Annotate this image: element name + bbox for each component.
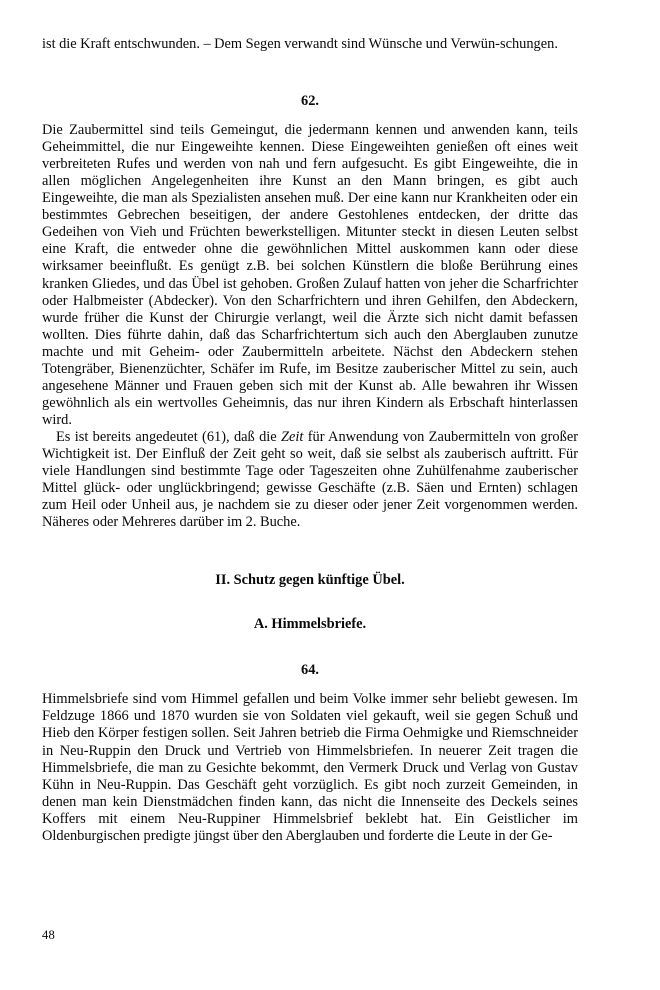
spacer-before-section-64 bbox=[42, 633, 578, 662]
continued-paragraph: ist die Kraft entschwunden. – Dem Segen verwandt sind Wünsche und Verwün-schungen. bbox=[42, 36, 558, 52]
spacer-before-section-62 bbox=[42, 53, 578, 93]
section-number-64: 64. bbox=[301, 662, 319, 679]
paragraph-62-b-lead: Es ist bereits angedeutet (61), daß die bbox=[56, 428, 281, 445]
section-heading-a: A. Himmelsbriefe. bbox=[253, 616, 367, 633]
section-number-62: 62. bbox=[301, 93, 319, 110]
spacer-after-section-62 bbox=[42, 110, 578, 122]
paragraph-64: Himmelsbriefe sind vom Himmel gefallen und beim Volke immer sehr beliebt gewesen. Im Feldzuge 1866 und 1870 wurden sie von Soldaten viel gekauft, weil sie gegen Schuß und Hieb den Körper festigen sollen. Seit Jahren betrieb die Firma Oehmigke und Riemschneider in Neu-Ruppin den Druck und Vertrieb von Himmelsbriefen. In neuerer Zeit tragen die Himmelsbriefe, die man zu Gesichte bekommt, den Vermerk Druck und Verlag von Gustav Kühn in Neu-Ruppin. Das Geschäft geht vorzüglich. Es gibt noch zurzeit Gemeinden, in denen man kein Dienstmädchen finden kann, das nicht die Innenseite des Deckels seines Koffers mit einem Neu-Ruppiner Himmelsbrief beklebt hat. Ein Geistlicher im Oldenburgischen predigte jüngst über den Aberglauben und forderte die Leute in der Ge- bbox=[42, 691, 578, 844]
paragraph-62-a: Die Zaubermittel sind teils Gemeingut, die jedermann kennen und anwenden kann, teils Geheimmittel, die nur Eingeweihte kennen. Diese Eingeweihten genießen oft eines weit verbreiteten Rufes und werden von nah und fern aufgesucht. Es gibt Eingeweihte, die in allen möglichen Angelegenheiten ihre Kunst an den Mann bringen, es gibt auch Eingeweihte, die man als Spezialisten ansehen muß. Der eine kann nur Krankheiten oder ein bestimmtes Gebrechen beseitigen, der andere Gestohlenes entdecken, der dritte das Gedeihen von Vieh und Früchten bewerkstelligen. Mitunter steckt in diesen Leuten selbst eine Kraft, die entweder ohne die gewöhnlichen Mittel auskommen kann oder diese wirksamer beeinflußt. Es genügt z.B. bei solchen Künstlern die bloße Berührung eines kranken Gliedes, und das Übel ist gehoben. Großen Zulauf hatten von jeher die Scharfrichter oder Halbmeister (Abdecker). Von den Scharfrichtern und ihren Gehilfen, den Abdeckern, wurde früher die Kunst der Chirurgie verlangt, weil die Ärzte sich nicht damit befassen wollten. Dies führte dahin, daß das Scharfrichtertum sich auch den Aberglauben zunutze machte und mit Geheim- oder Zaubermitteln arbeitete. Nächst den Abdeckern stehen Totengräber, Bienenzüchter, Schäfer im Rufe, im Besitze zauberischer Mittel zu sein, auch angesehene Männer und Frauen geben sich mit der Kunst ab. Alle bewahren ihr Wissen gewöhnlich als ein wertvolles Geheimnis, das nur ihren Kindern als Erbschaft hinterlassen wird. bbox=[42, 122, 578, 428]
paragraph-62-b-tail: für Anwendung von Zaubermitteln von großer Wichtigkeit ist. Der Einfluß der Zeit geht so weit, daß sie selbst als zauberisch auftritt. Für viele Handlungen sind bestimmte Tage oder Tageszeiten ohne Zuhülfenahme zauberischer Mittel glück- oder unglückbringend; gewisse Geschäfte (z.B. Säen und Ernten) schlagen zum Heil oder Unheil aus, je nachdem sie zu dieser oder jener Zeit vorgenommen werden. Näheres oder Mehreres darüber im 2. Buche. bbox=[42, 428, 579, 531]
page-content-column bbox=[42, 36, 578, 845]
spacer-between-headings bbox=[42, 589, 578, 616]
paragraph-62-b bbox=[42, 429, 578, 531]
emphasis-zeit: Zeit bbox=[281, 428, 304, 445]
spacer-after-section-64 bbox=[42, 679, 578, 691]
chapter-heading-ii: II. Schutz gegen künftige Übel. bbox=[215, 572, 405, 589]
spacer-before-chapter-heading bbox=[42, 531, 578, 572]
page-number: 48 bbox=[42, 928, 55, 942]
